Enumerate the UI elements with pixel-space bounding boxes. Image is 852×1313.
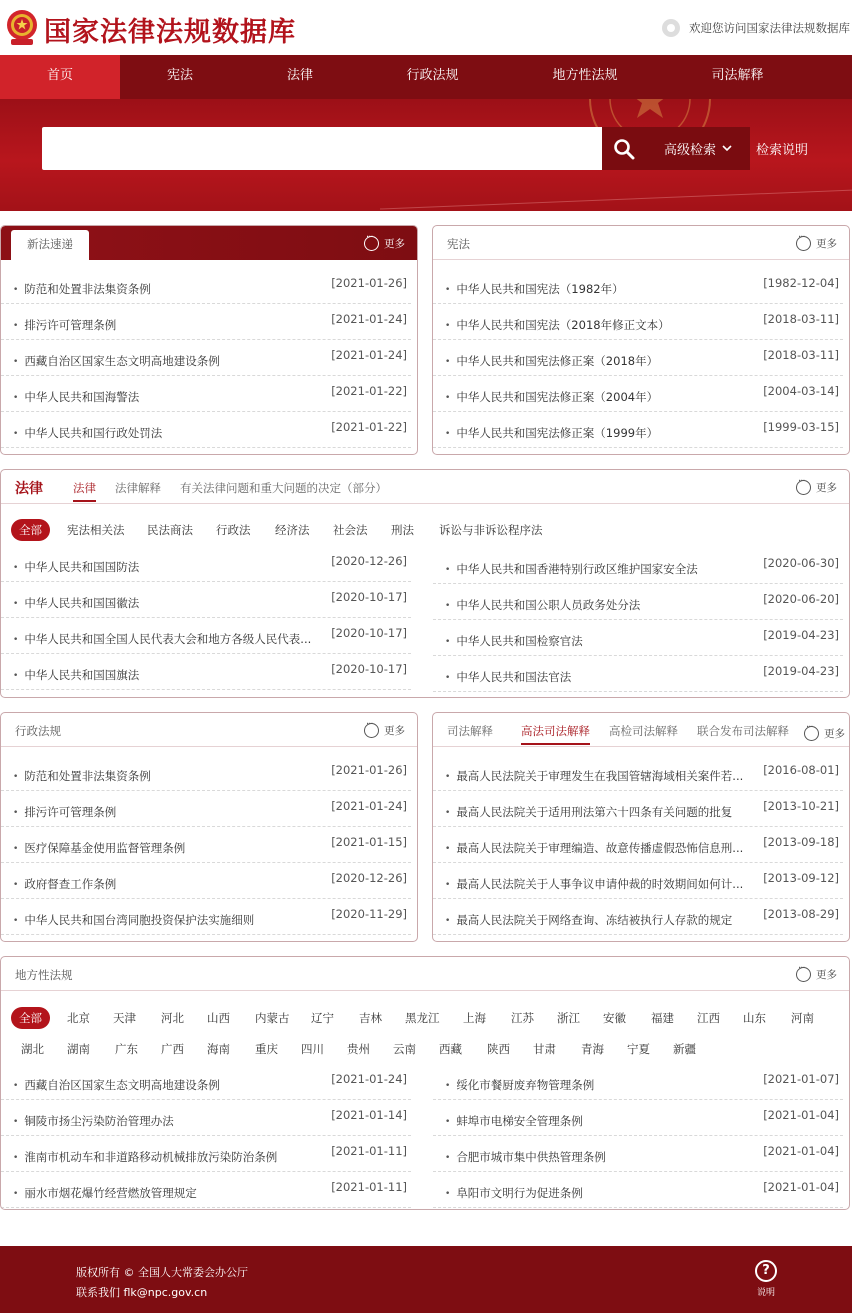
search-help-link[interactable]: 检索说明	[756, 143, 809, 158]
list-item-title[interactable]: • 中华人民共和国国徽法	[13, 595, 139, 611]
list-item-date: [2013-08-29]	[763, 907, 839, 921]
filter-chip[interactable]: 刑法	[391, 523, 414, 537]
footer-help-label: 说明	[756, 1288, 775, 1298]
list-item-date: [2021-01-04]	[763, 1144, 839, 1158]
list-item-title[interactable]: • 最高人民法院关于网络查询、冻结被执行人存款的规定	[445, 912, 732, 928]
tab-law-interpretation[interactable]: 法律解释	[115, 481, 161, 495]
more-label: 更多	[816, 482, 837, 494]
tab-joint-release[interactable]: 联合发布司法解释	[697, 724, 789, 738]
tab-judicial-all[interactable]: 司法解释	[447, 724, 493, 738]
filter-chip[interactable]: 辽宁	[311, 1011, 334, 1025]
filter-chip[interactable]: 湖南	[67, 1042, 90, 1056]
filter-chip[interactable]: 宪法相关法	[67, 523, 125, 537]
constitution-header	[433, 226, 849, 260]
list-item[interactable]	[1, 376, 411, 412]
list-item-title[interactable]: • 中华人民共和国行政处罚法	[13, 425, 162, 441]
filter-chip[interactable]: 云南	[393, 1042, 416, 1056]
list-item[interactable]	[433, 1100, 843, 1136]
list-item-title[interactable]: • 政府督查工作条例	[13, 876, 116, 892]
filter-chip[interactable]: 全部	[11, 1007, 50, 1029]
filter-chip[interactable]: 重庆	[255, 1042, 278, 1056]
list-item[interactable]	[1, 1064, 411, 1100]
list-item-date: [2021-01-07]	[763, 1072, 839, 1086]
filter-chip[interactable]: 新疆	[673, 1042, 696, 1056]
advanced-search-button[interactable]	[646, 127, 750, 170]
list-item-date: [2020-12-26]	[331, 871, 407, 885]
list-item[interactable]	[1, 1172, 411, 1208]
list-item[interactable]	[433, 412, 843, 448]
more-label: 更多	[816, 969, 837, 981]
welcome-text: 欢迎您访问国家法律法规数据库	[689, 21, 850, 35]
copyright-text: 版权所有 © 全国人大常委会办公厅	[76, 1266, 248, 1279]
tab-supreme-court[interactable]: 高法司法解释	[521, 724, 590, 738]
list-item-title[interactable]: • 中华人民共和国台湾同胞投资保护法实施细则	[13, 912, 254, 928]
filter-chip[interactable]: 经济法	[275, 523, 310, 537]
list-item-title[interactable]: • 医疗保障基金使用监督管理条例	[13, 840, 185, 856]
filter-chip[interactable]: 湖北	[21, 1042, 44, 1056]
constitution-more-link[interactable]	[796, 236, 837, 251]
list-item-date: [2004-03-14]	[763, 384, 839, 398]
list-item-date: [2013-10-21]	[763, 799, 839, 813]
list-item-date: [2020-10-17]	[331, 626, 407, 640]
list-item-title[interactable]: • 淮南市机动车和非道路移动机械排放污染防治条例	[13, 1149, 277, 1165]
list-item[interactable]	[1, 863, 411, 899]
filter-chip[interactable]: 安徽	[603, 1011, 626, 1025]
site-title: 国家法律法规数据库	[44, 17, 296, 48]
list-item[interactable]	[433, 1064, 843, 1100]
search-input[interactable]	[42, 127, 602, 170]
list-item-date: [2021-01-24]	[331, 348, 407, 362]
list-item-date: [2021-01-26]	[331, 276, 407, 290]
nav-item-law[interactable]: 法律	[286, 68, 313, 83]
list-item-title[interactable]: • 丽水市烟花爆竹经营燃放管理规定	[13, 1185, 197, 1201]
search-icon	[613, 138, 635, 160]
filter-chip[interactable]: 天津	[113, 1011, 136, 1025]
list-item[interactable]	[433, 1172, 843, 1208]
judicial-tabs	[433, 723, 849, 747]
list-item-date: [2016-08-01]	[763, 763, 839, 777]
list-item-title[interactable]: • 绥化市餐厨废弃物管理条例	[445, 1077, 594, 1093]
nav-item-admin-regulations[interactable]: 行政法规	[406, 68, 459, 83]
tab-supreme-procuratorate[interactable]: 高检司法解释	[609, 724, 678, 738]
admin-regulations-panel	[0, 712, 418, 942]
filter-chip[interactable]: 浙江	[557, 1011, 580, 1025]
list-item-date: [2020-06-20]	[763, 592, 839, 606]
filter-chip[interactable]: 宁夏	[627, 1042, 650, 1056]
list-item-date: [2021-01-11]	[331, 1180, 407, 1194]
list-item[interactable]	[1, 654, 411, 690]
more-icon	[796, 967, 811, 982]
local-regulations-header	[1, 957, 849, 991]
list-item-title[interactable]: • 中华人民共和国宪法修正案（2004年）	[445, 389, 658, 405]
list-item-date: [2021-01-04]	[763, 1108, 839, 1122]
list-item[interactable]	[1, 340, 411, 376]
list-item-title[interactable]: • 蚌埠市电梯安全管理条例	[445, 1113, 583, 1129]
judicial-more-link[interactable]	[804, 726, 845, 741]
filter-chip[interactable]: 广西	[161, 1042, 184, 1056]
list-item-date: [2021-01-26]	[331, 763, 407, 777]
filter-chip[interactable]: 内蒙古	[255, 1011, 290, 1025]
filter-chip[interactable]: 四川	[301, 1042, 324, 1056]
filter-chip[interactable]: 西藏	[439, 1042, 462, 1056]
list-item[interactable]	[1, 618, 411, 654]
list-item[interactable]	[433, 827, 843, 863]
list-item-date: [2021-01-24]	[331, 1072, 407, 1086]
constitution-panel	[432, 225, 850, 455]
filter-chip[interactable]: 福建	[651, 1011, 674, 1025]
filter-chip[interactable]: 行政法	[216, 523, 251, 537]
list-item-date: [2021-01-22]	[331, 384, 407, 398]
list-item-date: [2020-06-30]	[763, 556, 839, 570]
nav-item-judicial-interpretation[interactable]: 司法解释	[711, 68, 764, 83]
admin-regulations-title[interactable]: 行政法规	[15, 724, 61, 738]
list-item[interactable]	[1, 827, 411, 863]
list-item-title[interactable]: • 中华人民共和国香港特别行政区维护国家安全法	[445, 561, 698, 577]
list-item-date: [1999-03-15]	[763, 420, 839, 434]
list-item-date: [2020-10-17]	[331, 590, 407, 604]
more-label: 更多	[816, 238, 837, 250]
nav-item-constitution[interactable]: 宪法	[166, 68, 193, 83]
filter-chip[interactable]: 河南	[791, 1011, 814, 1025]
more-label: 更多	[824, 728, 845, 740]
law-section-title: 法律	[15, 481, 43, 497]
more-icon	[364, 236, 379, 251]
list-item[interactable]	[433, 268, 843, 304]
list-item-title[interactable]: • 排污许可管理条例	[13, 804, 116, 820]
more-icon	[796, 480, 811, 495]
filter-chip[interactable]: 河北	[161, 1011, 184, 1025]
list-item[interactable]	[1, 791, 411, 827]
nav-item-local-regulations[interactable]: 地方性法规	[552, 68, 618, 83]
list-item[interactable]	[433, 899, 843, 935]
site-footer	[0, 1246, 852, 1313]
tab-new-laws[interactable]: 新法速递	[11, 230, 89, 260]
filter-chip[interactable]: 山东	[743, 1011, 766, 1025]
list-item-title[interactable]: • 中华人民共和国宪法修正案（1999年）	[445, 425, 658, 441]
list-item-title[interactable]: • 最高人民法院关于适用刑法第六十四条有关问题的批复	[445, 804, 732, 820]
filter-chip[interactable]: 吉林	[359, 1011, 382, 1025]
list-item-date: [2018-03-11]	[763, 348, 839, 362]
filter-chip[interactable]: 黑龙江	[405, 1011, 440, 1025]
site-header	[0, 0, 852, 55]
list-item-title[interactable]: • 中华人民共和国检察官法	[445, 633, 583, 649]
list-item-title[interactable]: • 中华人民共和国公职人员政务处分法	[445, 597, 640, 613]
list-item[interactable]	[1, 582, 411, 618]
more-icon	[364, 723, 379, 738]
local-regulations-panel	[0, 956, 850, 1210]
list-item[interactable]	[433, 584, 843, 620]
list-item-title[interactable]: • 最高人民法院关于人事争议申请仲裁的时效期间如何计...	[445, 876, 743, 892]
list-item-date: [2021-01-24]	[331, 799, 407, 813]
admin-regulations-header	[1, 713, 417, 747]
list-item-title[interactable]: • 合肥市城市集中供热管理条例	[445, 1149, 606, 1165]
list-item[interactable]	[433, 376, 843, 412]
local-regulations-more-link[interactable]	[796, 967, 837, 982]
list-item-date: [2013-09-12]	[763, 871, 839, 885]
list-item-date: [2020-12-26]	[331, 554, 407, 568]
national-emblem-icon	[5, 8, 39, 48]
filter-chip[interactable]: 全部	[11, 519, 50, 541]
list-item[interactable]	[433, 1136, 843, 1172]
new-laws-tab-bg	[1, 226, 91, 260]
list-item[interactable]	[1, 1136, 411, 1172]
list-item-title[interactable]: • 中华人民共和国法官法	[445, 669, 571, 685]
new-laws-more-link[interactable]	[364, 236, 405, 251]
list-item-date: [2020-10-17]	[331, 662, 407, 676]
list-item-date: [2021-01-22]	[331, 420, 407, 434]
list-item-title[interactable]: • 中华人民共和国海警法	[13, 389, 139, 405]
list-item-date: [2018-03-11]	[763, 312, 839, 326]
list-item[interactable]	[433, 656, 843, 692]
tab-law-decisions[interactable]: 有关法律问题和重大问题的决定（部分）	[180, 481, 387, 495]
local-regulations-title[interactable]: 地方性法规	[15, 968, 73, 982]
list-item-date: [2013-09-18]	[763, 835, 839, 849]
list-item-title[interactable]: • 西藏自治区国家生态文明高地建设条例	[13, 353, 220, 369]
filter-chip[interactable]: 民法商法	[147, 523, 193, 537]
list-item-date: [2020-11-29]	[331, 907, 407, 921]
list-item[interactable]	[1, 899, 411, 935]
list-item-date: [2021-01-14]	[331, 1108, 407, 1122]
filter-chip[interactable]: 北京	[67, 1011, 90, 1025]
list-item-date: [2021-01-24]	[331, 312, 407, 326]
list-item-title[interactable]: • 铜陵市扬尘污染防治管理办法	[13, 1113, 174, 1129]
new-laws-panel	[0, 225, 418, 455]
list-item-title[interactable]: • 最高人民法院关于审理发生在我国管辖海域相关案件若...	[445, 768, 743, 784]
list-item-date: [2021-01-15]	[331, 835, 407, 849]
region-filters-row1	[11, 1007, 839, 1031]
more-icon	[804, 726, 819, 741]
filter-chip[interactable]: 甘肃	[533, 1042, 556, 1056]
list-item[interactable]	[1, 412, 411, 448]
list-item[interactable]	[1, 755, 411, 791]
nav-item-home[interactable]: 首页	[0, 55, 120, 99]
list-item[interactable]	[433, 340, 843, 376]
list-item-title[interactable]: • 西藏自治区国家生态文明高地建设条例	[13, 1077, 220, 1093]
list-item-date: [2021-01-04]	[763, 1180, 839, 1194]
list-item-title[interactable]: • 阜阳市文明行为促进条例	[445, 1185, 583, 1201]
list-item-date: [2019-04-23]	[763, 664, 839, 678]
list-item[interactable]	[1, 304, 411, 340]
footer-help-button[interactable]	[746, 1260, 786, 1298]
filter-chip[interactable]: 上海	[463, 1011, 486, 1025]
more-icon	[796, 236, 811, 251]
more-label: 更多	[384, 238, 405, 250]
list-item[interactable]	[433, 620, 843, 656]
list-item-title[interactable]: • 中华人民共和国宪法（1982年）	[445, 281, 624, 297]
welcome-message	[662, 19, 850, 37]
list-item[interactable]	[1, 546, 411, 582]
list-item[interactable]	[1, 1100, 411, 1136]
list-item-date: [1982-12-04]	[763, 276, 839, 290]
list-item-title[interactable]: • 防范和处置非法集资条例	[13, 768, 151, 784]
search-button[interactable]	[602, 127, 646, 170]
list-item-title[interactable]: • 中华人民共和国宪法（2018年修正文本）	[445, 317, 670, 333]
law-category-filters	[11, 519, 839, 543]
list-item[interactable]	[433, 304, 843, 340]
list-item[interactable]	[1, 268, 411, 304]
list-item-title[interactable]: • 排污许可管理条例	[13, 317, 116, 333]
tab-law[interactable]: 法律	[73, 481, 96, 495]
admin-regulations-more-link[interactable]	[364, 723, 405, 738]
list-item-title[interactable]: • 中华人民共和国国防法	[13, 559, 139, 575]
list-item-title[interactable]: • 防范和处置非法集资条例	[13, 281, 151, 297]
list-item-date: [2021-01-11]	[331, 1144, 407, 1158]
search-banner	[0, 99, 852, 211]
list-item-date: [2019-04-23]	[763, 628, 839, 642]
advanced-search-label: 高级检索	[663, 143, 716, 158]
list-item-title[interactable]: • 中华人民共和国全国人民代表大会和地方各级人民代表...	[13, 631, 311, 647]
law-more-link[interactable]	[796, 480, 837, 495]
law-panel	[0, 469, 850, 698]
filter-chip[interactable]: 江西	[697, 1011, 720, 1025]
user-icon	[662, 19, 680, 37]
question-icon: ?	[755, 1260, 777, 1282]
list-item[interactable]	[433, 548, 843, 584]
filter-chip[interactable]: 贵州	[347, 1042, 370, 1056]
chevron-down-icon	[722, 145, 732, 152]
main-nav	[0, 55, 852, 99]
judicial-panel	[432, 712, 850, 942]
law-tabs	[1, 480, 849, 504]
filter-chip[interactable]: 广东	[115, 1042, 138, 1056]
list-item[interactable]	[433, 863, 843, 899]
list-item-title[interactable]: • 中华人民共和国宪法修正案（2018年）	[445, 353, 658, 369]
list-item-title[interactable]: • 中华人民共和国国旗法	[13, 667, 139, 683]
list-item[interactable]	[433, 755, 843, 791]
filter-chip[interactable]: 海南	[207, 1042, 230, 1056]
more-label: 更多	[384, 725, 405, 737]
filter-chip[interactable]: 青海	[581, 1042, 604, 1056]
contact-link[interactable]: 联系我们 flk@npc.gov.cn	[76, 1286, 208, 1299]
list-item-title[interactable]: • 最高人民法院关于审理编造、故意传播虚假恐怖信息刑...	[445, 840, 743, 856]
constitution-title[interactable]: 宪法	[447, 237, 470, 251]
filter-chip[interactable]: 陕西	[487, 1042, 510, 1056]
region-filters-row2	[11, 1038, 839, 1062]
filter-chip[interactable]: 诉讼与非诉讼程序法	[439, 523, 543, 537]
filter-chip[interactable]: 社会法	[333, 523, 368, 537]
filter-chip[interactable]: 山西	[207, 1011, 230, 1025]
filter-chip[interactable]: 江苏	[511, 1011, 534, 1025]
list-item[interactable]	[433, 791, 843, 827]
